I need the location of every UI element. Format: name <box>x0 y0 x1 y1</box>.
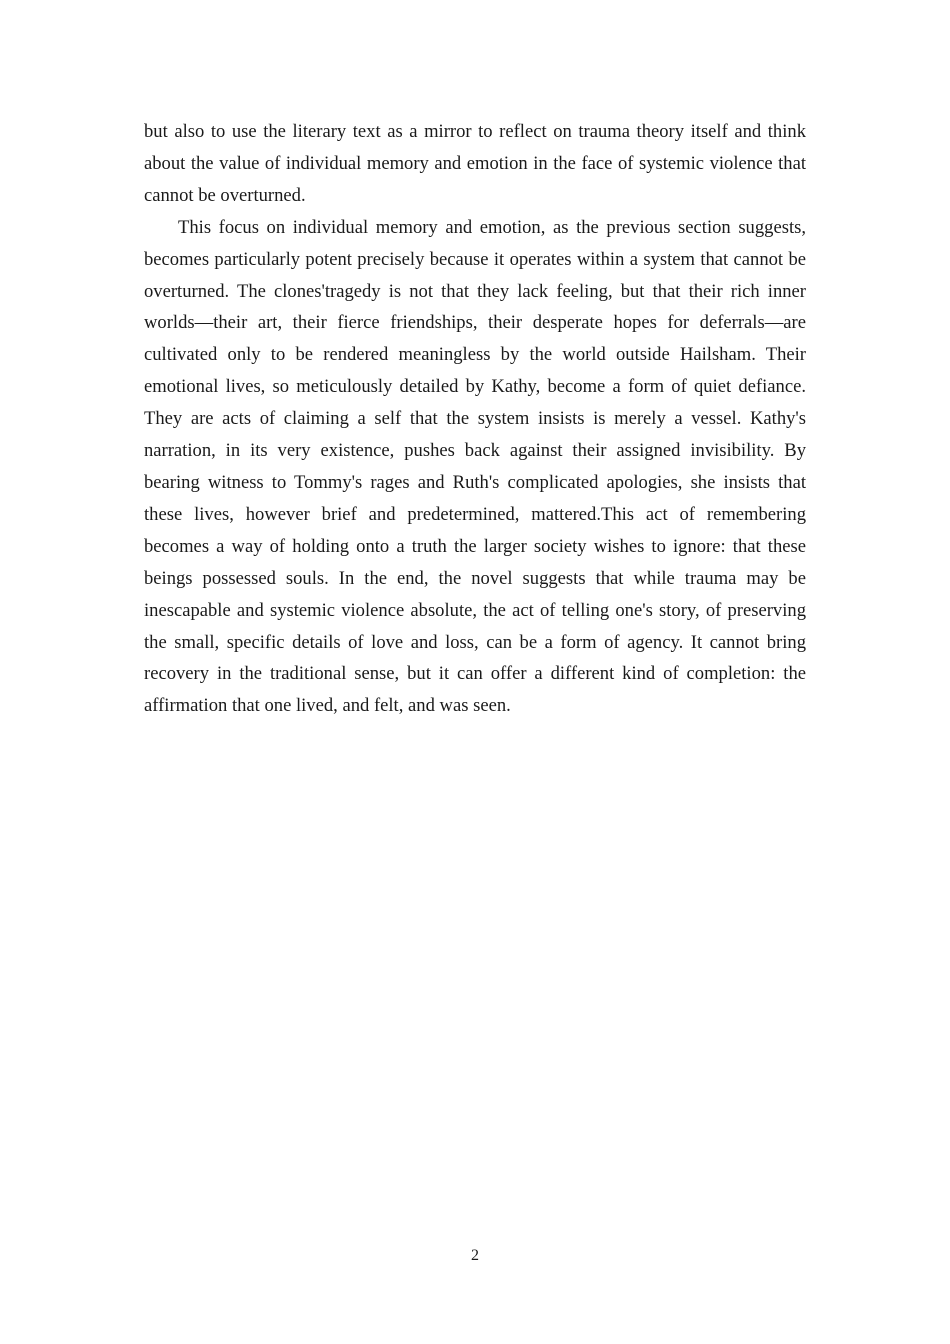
paragraph-continuation: but also to use the literary text as a mirror to reflect on trauma theory itself and think about the value of individual memory and emotion in the face of systemic violence that cannot be overturned. <box>144 121 806 206</box>
body-text <box>144 116 806 722</box>
paragraph: This focus on individual memory and emotion, as the previous section suggests, becomes particularly potent precisely because it operates within a system that cannot be overturned. The clones'tragedy is not that they lack feeling, but that their rich inner worlds—their art, their fierce friendships, their desperate hopes for deferrals—are cultivated only to be rendered meaningless by the world outside Hailsham. Their emotional lives, so meticulously detailed by Kathy, become a form of quiet defiance. They are acts of claiming a self that the system insists is merely a vessel. Kathy's narration, in its very existence, pushes back against their assigned invisibility. By bearing witness to Tommy's rages and Ruth's complicated apologies, she insists that these lives, however brief and predetermined, mattered.This act of remembering becomes a way of holding onto a truth the larger society wishes to ignore: that these beings possessed souls. In the end, the novel suggests that while trauma may be inescapable and systemic violence absolute, the act of telling one's story, of preserving the small, specific details of love and loss, can be a form of agency. It cannot bring recovery in the traditional sense, but it can offer a different kind of completion: the affirmation that one lived, and felt, and was seen. <box>144 216 806 717</box>
page-number: 2 <box>471 1247 479 1264</box>
